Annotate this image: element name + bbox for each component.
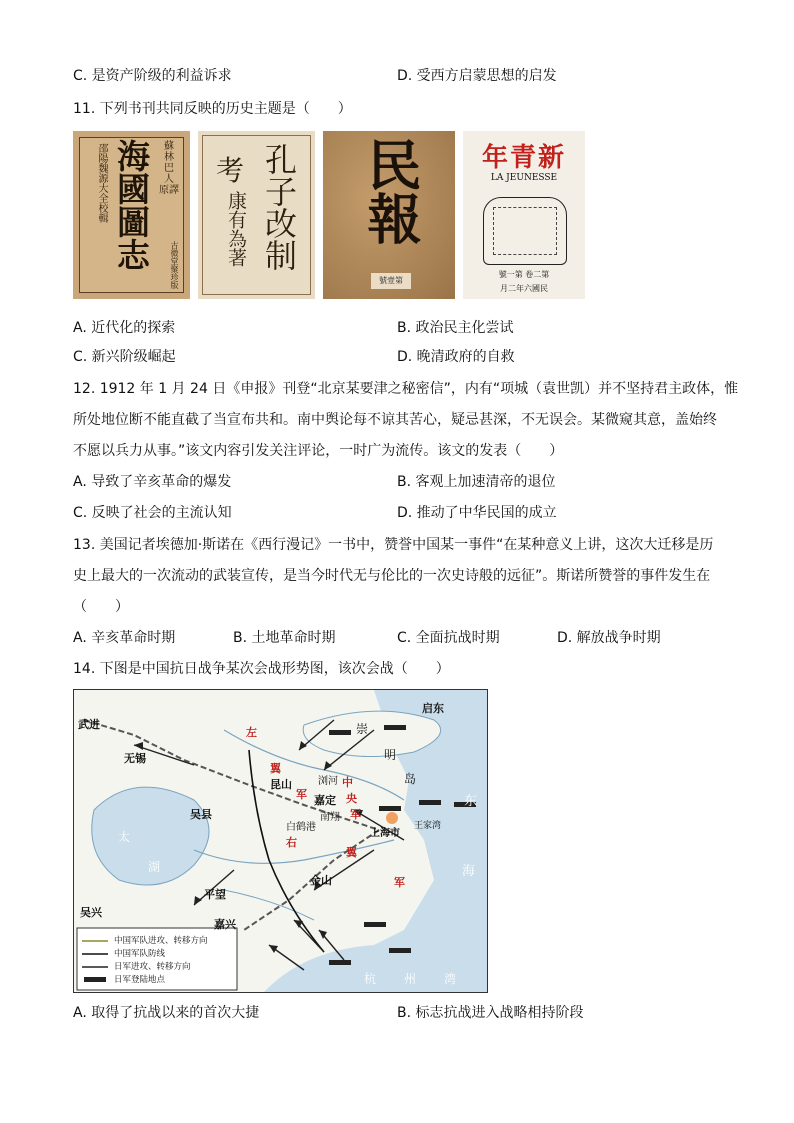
q13-option-c: C. 全面抗战时期	[397, 630, 500, 646]
map-label-wuxi: 无锡	[124, 752, 146, 765]
map-label-wan: 湾	[444, 972, 457, 986]
q11-option-b: B. 政治民主化尝试	[397, 320, 514, 336]
q10-option-c: C. 是资产阶级的利益诉求	[73, 68, 232, 84]
map-label-wangjia: 王家湾	[414, 821, 442, 831]
map-army-left-3: 军	[296, 788, 307, 801]
map-army-mid-3: 军	[350, 808, 361, 821]
q10-option-d: D. 受西方启蒙思想的启发	[397, 68, 557, 84]
map-label-jiaxing: 嘉兴	[214, 918, 236, 931]
cover-haiguo-tuzhi: 蘇 林 巴 人 原譯 海國圖志 邵陽魏源大全校輯 古微堂聚珍版	[73, 131, 190, 299]
map-legend-1: 中国军队进攻、转移方向	[114, 936, 208, 946]
cover3-issue: 號壹第	[371, 273, 411, 289]
map-army-mid-1: 中	[342, 776, 353, 789]
q13-option-b: B. 土地革命时期	[233, 630, 336, 646]
map-label-pingwang: 平望	[204, 888, 226, 901]
q14-stem: 14. 下图是中国抗日战争某次会战形势图，该次会战（ ）	[73, 661, 450, 677]
map-army-right-1: 右	[286, 836, 297, 849]
q12-stem-line1: 12. 1912 年 1 月 24 日《申报》刊登“北京某要津之秘密信”，内有“项城（袁世凯）并不坚持君主政体，惟	[73, 381, 739, 397]
q14-option-a: A. 取得了抗战以来的首次大捷	[73, 1005, 260, 1021]
map-label-tai: 太	[118, 830, 131, 844]
cover2-title: 孔子改制	[260, 143, 298, 271]
q11-option-a: A. 近代化的探索	[73, 320, 176, 336]
map-army-left-2: 翼	[270, 762, 281, 775]
map-label-dao: 岛	[404, 772, 417, 786]
cover1-title: 海國圖志	[112, 139, 151, 271]
map-army-left-1: 左	[246, 726, 257, 739]
map-legend-2: 中国军队防线	[114, 949, 166, 959]
map-legend-4: 日军登陆地点	[114, 975, 166, 985]
map-label-hang: 杭	[364, 972, 377, 986]
map-label-hai: 海	[462, 864, 476, 879]
q12-option-a: A. 导致了辛亥革命的爆发	[73, 474, 232, 490]
battle-map	[73, 689, 488, 993]
map-label-jiading: 嘉定	[314, 794, 336, 807]
q12-stem-line2: 所处地位断不能直截了当宣布共和。南中舆论每不谅其苦心，疑忌甚深，不无误会。某微窥其意，盖始终	[73, 412, 717, 428]
map-army-right-3: 军	[394, 876, 405, 889]
map-label-zhou: 州	[404, 972, 417, 986]
q11-option-d: D. 晚清政府的自救	[397, 349, 515, 365]
map-label-jinshan: 金山	[310, 874, 332, 887]
q13-option-d: D. 解放战争时期	[557, 630, 661, 646]
map-label-wuxing: 吴兴	[80, 906, 102, 919]
map-army-mid-2: 央	[346, 792, 357, 805]
map-label-ming: 明	[384, 748, 397, 762]
cover2-author: 康有為著	[225, 191, 247, 267]
map-label-nanxiang: 南翔	[320, 812, 340, 823]
map-army-right-2: 翼	[346, 846, 357, 859]
map-label-wujin: 武进	[78, 718, 100, 731]
map-label-liuhe: 浏河	[318, 776, 338, 787]
map-label-wuxian: 吴县	[190, 808, 212, 821]
map-label-kunshan: 昆山	[270, 778, 292, 791]
q13-option-a: A. 辛亥革命时期	[73, 630, 176, 646]
cover4-issue: 號一第 卷二第	[498, 270, 550, 279]
q13-stem-line3: （ ）	[73, 599, 129, 615]
map-label-shanghai: 上海市	[370, 828, 400, 839]
cover-kongzi-gaizhi-kao	[198, 131, 315, 299]
map-label-dong: 东	[464, 794, 478, 809]
cover2-kao: 考	[216, 154, 245, 187]
map-label-chong: 崇	[356, 722, 369, 736]
q11-stem: 11. 下列书刊共同反映的历史主题是（ ）	[73, 101, 352, 117]
cover4-subtitle: LA JEUNESSE	[490, 173, 558, 183]
map-label-qidong: 启东	[422, 702, 444, 715]
q13-stem-line1: 13. 美国记者埃德加·斯诺在《西行漫记》一书中，赞誉中国某一事件“在某种意义上讲，这次大迁移是历	[73, 537, 714, 553]
q14-option-b: B. 标志抗战进入战略相持阶段	[397, 1005, 584, 1021]
q12-stem-line3: 不愿以兵力从事。”该文内容引发关注评论，一时广为流传。该文的发表（ ）	[73, 443, 564, 459]
q13-stem-line2: 史上最大的一次流动的武装宣传，是当今时代无与伦比的一次史诗般的远征”。斯诺所赞誉的事件发生在	[73, 568, 711, 584]
map-legend-3: 日军进攻、转移方向	[114, 962, 191, 972]
cover4-title: 年青新	[481, 143, 566, 173]
q12-option-b: B. 客观上加速清帝的退位	[397, 474, 556, 490]
q12-option-c: C. 反映了社会的主流认知	[73, 505, 232, 521]
cover4-bottom: 月二年六國民	[500, 284, 548, 293]
map-label-hu: 湖	[148, 860, 161, 874]
cover-xinqingnian	[463, 131, 585, 299]
q12-option-d: D. 推动了中华民国的成立	[397, 505, 557, 521]
q11-option-c: C. 新兴阶级崛起	[73, 349, 176, 365]
cover-minbao	[323, 131, 455, 299]
map-label-baihe: 白鹤港	[286, 822, 316, 833]
cover3-title: 民報	[359, 137, 423, 245]
